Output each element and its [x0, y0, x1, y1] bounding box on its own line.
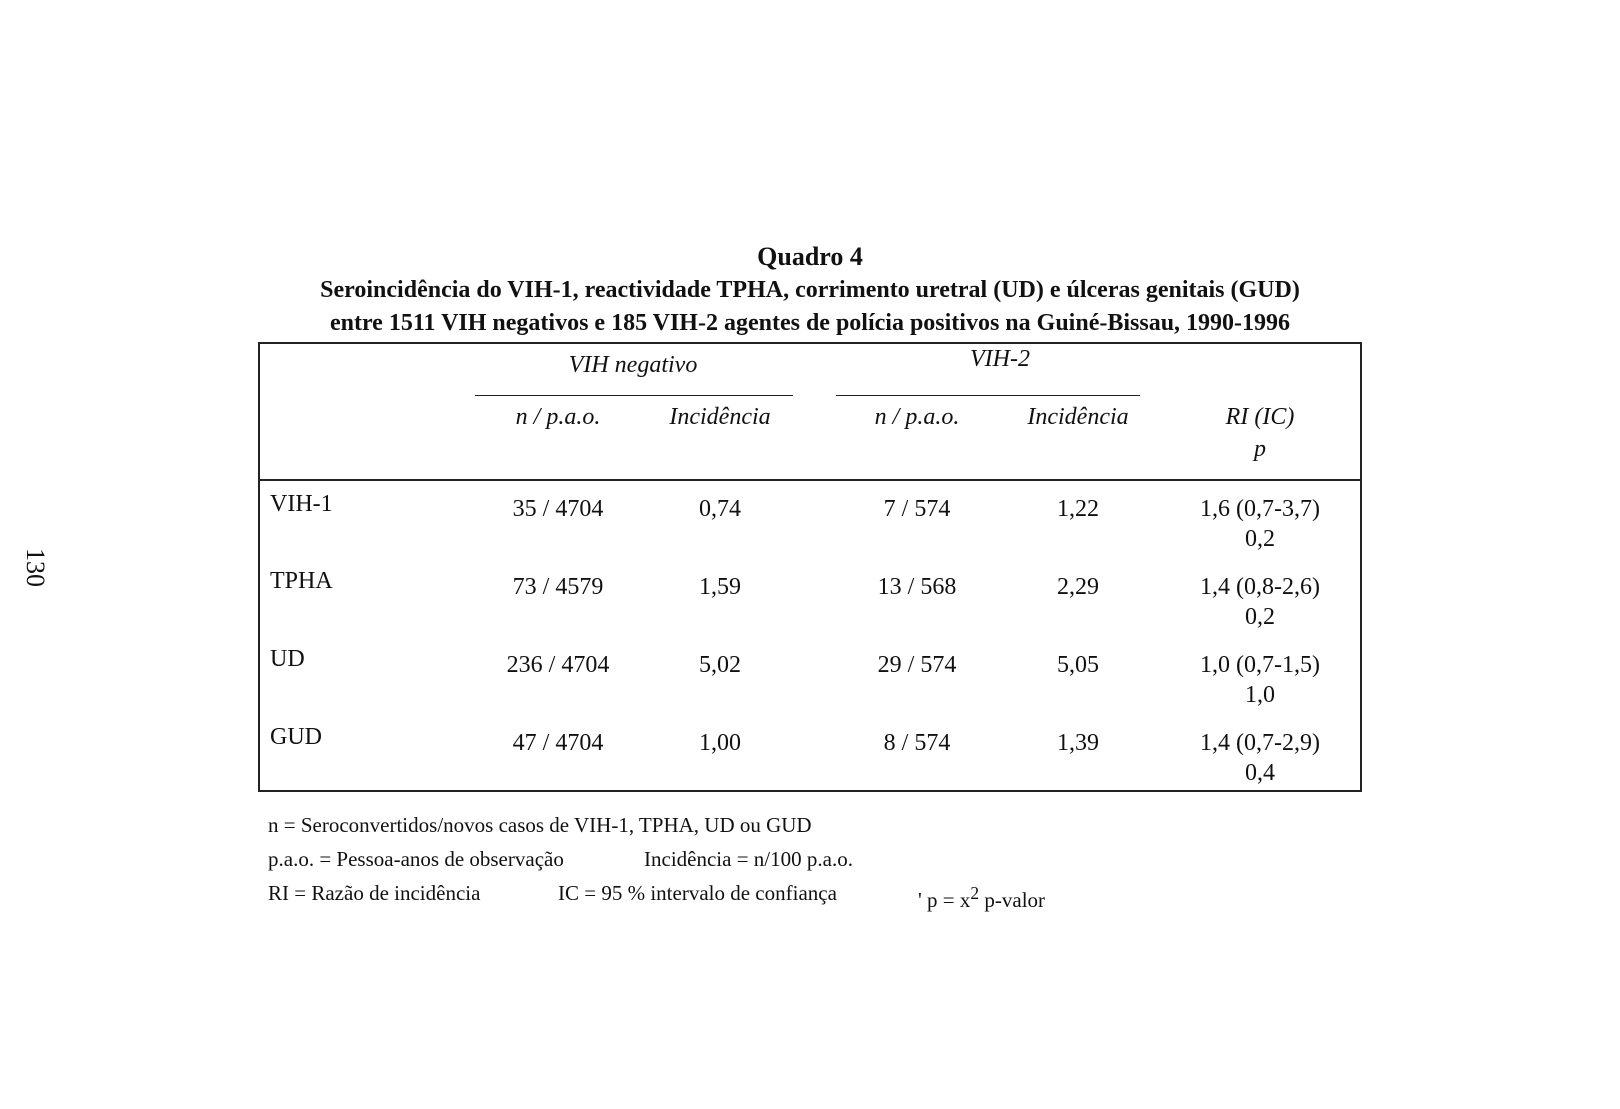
cell-neg-n: 35 / 4704	[512, 496, 604, 522]
cell-ri: 1,0 (0,7-1,5)	[1200, 652, 1320, 678]
row-label-tpha: TPHA	[270, 568, 333, 594]
note-n-text: n = Seroconvertidos/novos casos de VIH-1, TPHA, UD ou GUD	[268, 813, 812, 837]
group-rule-vih-negativo	[475, 395, 793, 396]
cell-neg-n: 73 / 4579	[512, 574, 604, 600]
cell-p: 0,2	[1245, 604, 1275, 630]
cell-pos-incidencia: 1,39	[1057, 730, 1099, 756]
cell-pos-n: 29 / 574	[877, 652, 957, 678]
note-pao-text: p.a.o. = Pessoa-anos de observação	[268, 847, 564, 871]
cell-p: 1,0	[1245, 682, 1275, 708]
col-header-pos-incidencia: Incidência	[1027, 404, 1129, 430]
cell-pos-incidencia: 1,22	[1057, 496, 1099, 522]
caption-line-1: Seroincidência do VIH-1, reactividade TPHA, corrimento uretral (UD) e úlceras genitais (GUD)	[320, 277, 1300, 303]
cell-neg-incidencia: 5,02	[699, 652, 741, 678]
group-header-vih-negativo: VIH negativo	[568, 352, 698, 378]
cell-pos-incidencia: 2,29	[1057, 574, 1099, 600]
cell-p: 0,2	[1245, 526, 1275, 552]
row-label-gud: GUD	[270, 724, 322, 750]
cell-pos-incidencia: 5,05	[1057, 652, 1099, 678]
group-rule-vih-2	[836, 395, 1140, 396]
cell-ri: 1,4 (0,8-2,6)	[1200, 574, 1320, 600]
note-ic-text: IC = 95 % intervalo de confiança	[558, 881, 837, 905]
cell-pos-n: 7 / 574	[883, 496, 951, 522]
cell-neg-incidencia: 0,74	[699, 496, 741, 522]
note-ri	[268, 876, 1046, 912]
cell-neg-n: 47 / 4704	[512, 730, 604, 756]
table-notes	[268, 808, 1046, 912]
col-header-neg-incidencia: Incidência	[669, 404, 771, 430]
cell-p: 0,4	[1245, 760, 1275, 786]
note-p-prefix: ' p = x	[918, 888, 971, 912]
cell-ri: 1,4 (0,7-2,9)	[1200, 730, 1320, 756]
cell-neg-incidencia: 1,00	[699, 730, 741, 756]
caption-label: Quadro 4	[757, 242, 863, 271]
table-caption	[260, 240, 1360, 340]
note-ri-text: RI = Razão de incidência	[268, 881, 481, 905]
data-table	[258, 342, 1362, 792]
cell-pos-n: 8 / 574	[883, 730, 951, 756]
row-label-ud: UD	[270, 646, 305, 672]
cell-neg-incidencia: 1,59	[699, 574, 741, 600]
page-number: 130	[21, 548, 50, 587]
note-p-suffix: p-valor	[979, 888, 1046, 912]
note-p-text	[918, 876, 1045, 917]
caption-line-2: entre 1511 VIH negativos e 185 VIH-2 agentes de polícia positivos na Guiné-Bissau, 1990-1996	[329, 310, 1291, 336]
cell-neg-n: 236 / 4704	[506, 652, 610, 678]
note-p-superscript: 2	[970, 883, 980, 903]
group-header-vih-2: VIH-2	[970, 346, 1030, 372]
row-label-vih-1: VIH-1	[270, 491, 333, 517]
col-header-ri: RI (IC)	[1225, 404, 1295, 430]
col-header-neg-n: n / p.a.o.	[515, 404, 601, 430]
cell-ri: 1,6 (0,7-3,7)	[1200, 496, 1320, 522]
col-header-p: p	[1254, 436, 1266, 462]
note-incidencia-text: Incidência = n/100 p.a.o.	[644, 847, 853, 871]
header-divider	[260, 479, 1360, 481]
note-n	[268, 808, 812, 842]
note-pao	[268, 842, 853, 876]
cell-pos-n: 13 / 568	[877, 574, 957, 600]
col-header-pos-n: n / p.a.o.	[874, 404, 960, 430]
